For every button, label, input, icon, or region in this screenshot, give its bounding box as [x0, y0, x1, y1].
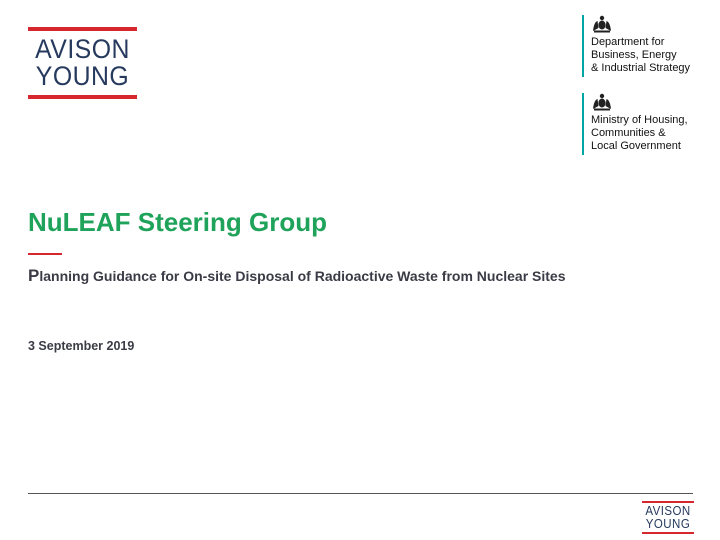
- logo-bottom-bar: [28, 95, 137, 99]
- logo-top-bar: [28, 27, 137, 31]
- department-name-line: & Industrial Strategy: [591, 62, 691, 74]
- department-rule: [582, 93, 584, 155]
- slide-date: 3 September 2019: [28, 339, 135, 353]
- department-name-line: Local Government: [591, 140, 681, 152]
- avison-young-logo: [28, 27, 137, 99]
- royal-coat-of-arms-icon: [591, 93, 613, 111]
- department-rule: [582, 15, 584, 77]
- department-name-line: Business, Energy: [591, 49, 677, 61]
- logo-line-1: AVISON: [35, 34, 130, 64]
- royal-coat-of-arms-icon: [591, 15, 613, 33]
- subtitle-initial: P: [28, 266, 40, 285]
- logo-line-1: AVISON: [645, 504, 691, 518]
- logo-line-2: YOUNG: [645, 516, 691, 531]
- footer-divider: [28, 493, 693, 494]
- department-name-line: Communities &: [591, 127, 666, 139]
- department-name-line: Ministry of Housing,: [591, 114, 688, 126]
- department-name: [591, 114, 688, 153]
- slide-title: NuLEAF Steering Group: [28, 207, 327, 237]
- title-accent-line: [28, 253, 62, 255]
- mhclg-department-logo: [582, 93, 688, 155]
- department-name: [591, 36, 690, 75]
- logo-top-bar: [642, 501, 694, 503]
- department-name-line: Department for: [591, 36, 665, 48]
- logo-line-2: YOUNG: [35, 61, 130, 91]
- logo-bottom-bar: [642, 532, 694, 534]
- subtitle-text: lanning Guidance for On-site Disposal of Radioactive Waste from Nuclear Sites: [39, 268, 566, 284]
- avison-young-footer-logo: [642, 501, 694, 534]
- slide-subtitle: [28, 266, 566, 286]
- beis-department-logo: [582, 15, 690, 77]
